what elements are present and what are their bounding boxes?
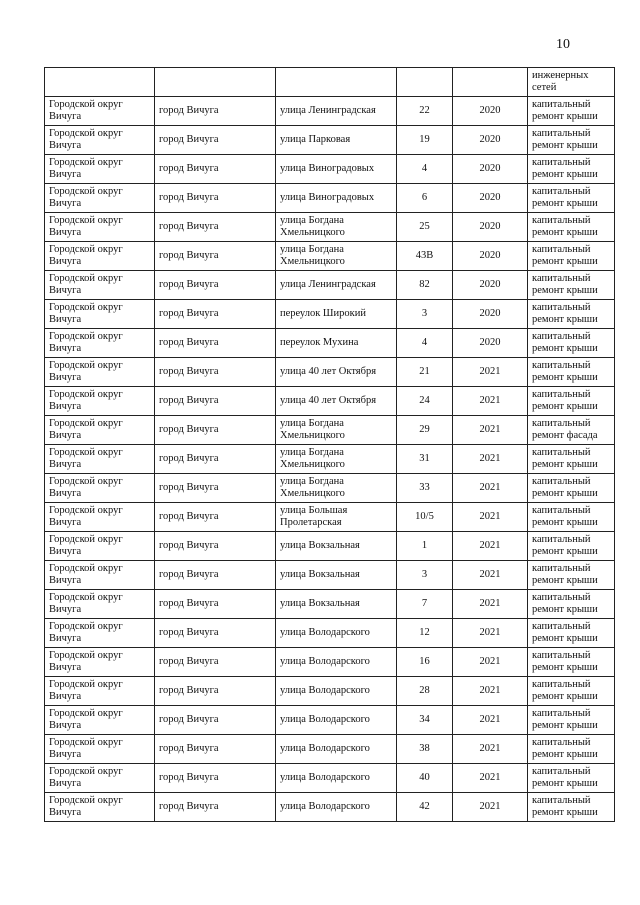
street-cell: улица Володарского (276, 793, 397, 822)
year-cell: 2020 (453, 329, 528, 358)
street-cell: улица 40 лет Октября (276, 358, 397, 387)
street-cell: улица Большая Пролетарская (276, 503, 397, 532)
year-cell: 2021 (453, 590, 528, 619)
table-body (45, 68, 615, 822)
work-type-cell: капитальный ремонт крыши (528, 271, 615, 300)
city-cell: город Вичуга (155, 358, 276, 387)
street-cell: улица Володарского (276, 764, 397, 793)
continuation-row (45, 68, 615, 97)
year-cell: 2020 (453, 184, 528, 213)
municipality-cell: Городской округ Вичуга (45, 416, 155, 445)
municipality-cell: Городской округ Вичуга (45, 126, 155, 155)
house-number-cell: 12 (397, 619, 453, 648)
table-row (45, 300, 615, 329)
year-cell: 2021 (453, 532, 528, 561)
street-cell: переулок Широкий (276, 300, 397, 329)
city-cell: город Вичуга (155, 793, 276, 822)
table-row (45, 271, 615, 300)
table-row (45, 329, 615, 358)
table-row (45, 648, 615, 677)
work-type-cell: капитальный ремонт фасада (528, 416, 615, 445)
city-cell: город Вичуга (155, 619, 276, 648)
city-cell: город Вичуга (155, 503, 276, 532)
city-cell: город Вичуга (155, 735, 276, 764)
work-type-cell: капитальный ремонт крыши (528, 213, 615, 242)
work-type-cell: капитальный ремонт крыши (528, 793, 615, 822)
table-row (45, 764, 615, 793)
table-row (45, 97, 615, 126)
house-number-cell: 21 (397, 358, 453, 387)
municipality-cell: Городской округ Вичуга (45, 358, 155, 387)
work-type-cell: капитальный ремонт крыши (528, 329, 615, 358)
street-cell: улица Володарского (276, 677, 397, 706)
year-cell: 2021 (453, 445, 528, 474)
empty-cell (276, 68, 397, 97)
house-number-cell: 6 (397, 184, 453, 213)
work-type-cell: капитальный ремонт крыши (528, 155, 615, 184)
house-number-cell: 1 (397, 532, 453, 561)
table-row (45, 416, 615, 445)
city-cell: город Вичуга (155, 242, 276, 271)
street-cell: улица Вокзальная (276, 590, 397, 619)
table-row (45, 735, 615, 764)
work-type-cell: капитальный ремонт крыши (528, 619, 615, 648)
house-number-cell: 28 (397, 677, 453, 706)
year-cell: 2021 (453, 677, 528, 706)
city-cell: город Вичуга (155, 155, 276, 184)
street-cell: улица Богдана Хмельницкого (276, 213, 397, 242)
municipality-cell: Городской округ Вичуга (45, 184, 155, 213)
municipality-cell: Городской округ Вичуга (45, 793, 155, 822)
house-number-cell: 10/5 (397, 503, 453, 532)
page-number: 10 (556, 37, 570, 52)
table-row (45, 503, 615, 532)
work-type-cell: капитальный ремонт крыши (528, 358, 615, 387)
street-cell: переулок Мухина (276, 329, 397, 358)
house-number-cell: 38 (397, 735, 453, 764)
municipality-cell: Городской округ Вичуга (45, 155, 155, 184)
city-cell: город Вичуга (155, 300, 276, 329)
municipality-cell: Городской округ Вичуга (45, 474, 155, 503)
table-row (45, 677, 615, 706)
year-cell: 2020 (453, 97, 528, 126)
municipality-cell: Городской округ Вичуга (45, 387, 155, 416)
house-number-cell: 3 (397, 300, 453, 329)
house-number-cell: 7 (397, 590, 453, 619)
table-row (45, 242, 615, 271)
house-number-cell: 40 (397, 764, 453, 793)
table-row (45, 532, 615, 561)
city-cell: город Вичуга (155, 561, 276, 590)
work-type-cell: капитальный ремонт крыши (528, 126, 615, 155)
municipality-cell: Городской округ Вичуга (45, 213, 155, 242)
city-cell: город Вичуга (155, 474, 276, 503)
work-type-cell: капитальный ремонт крыши (528, 561, 615, 590)
house-number-cell: 29 (397, 416, 453, 445)
street-cell: улица Богдана Хмельницкого (276, 474, 397, 503)
table-row (45, 387, 615, 416)
house-number-cell: 25 (397, 213, 453, 242)
table-row (45, 619, 615, 648)
street-cell: улица Виноградовых (276, 155, 397, 184)
year-cell: 2021 (453, 619, 528, 648)
empty-cell (45, 68, 155, 97)
house-number-cell: 43В (397, 242, 453, 271)
street-cell: улица Вокзальная (276, 532, 397, 561)
work-type-cell: капитальный ремонт крыши (528, 474, 615, 503)
street-cell: улица 40 лет Октября (276, 387, 397, 416)
street-cell: улица Ленинградская (276, 97, 397, 126)
empty-cell (453, 68, 528, 97)
city-cell: город Вичуга (155, 126, 276, 155)
house-number-cell: 82 (397, 271, 453, 300)
street-cell: улица Парковая (276, 126, 397, 155)
city-cell: город Вичуга (155, 648, 276, 677)
table-row (45, 126, 615, 155)
house-number-cell: 4 (397, 155, 453, 184)
city-cell: город Вичуга (155, 387, 276, 416)
municipality-cell: Городской округ Вичуга (45, 764, 155, 793)
municipality-cell: Городской округ Вичуга (45, 271, 155, 300)
municipality-cell: Городской округ Вичуга (45, 242, 155, 271)
table-row (45, 445, 615, 474)
house-number-cell: 34 (397, 706, 453, 735)
work-type-cell: капитальный ремонт крыши (528, 242, 615, 271)
municipality-cell: Городской округ Вичуга (45, 300, 155, 329)
year-cell: 2021 (453, 387, 528, 416)
street-cell: улица Богдана Хмельницкого (276, 416, 397, 445)
municipality-cell: Городской округ Вичуга (45, 445, 155, 474)
city-cell: город Вичуга (155, 764, 276, 793)
year-cell: 2020 (453, 271, 528, 300)
year-cell: 2020 (453, 300, 528, 329)
house-number-cell: 22 (397, 97, 453, 126)
city-cell: город Вичуга (155, 271, 276, 300)
work-type-cell: капитальный ремонт крыши (528, 300, 615, 329)
city-cell: город Вичуга (155, 445, 276, 474)
table-row (45, 155, 615, 184)
repair-schedule-table (44, 67, 615, 822)
street-cell: улица Вокзальная (276, 561, 397, 590)
work-type-cell: капитальный ремонт крыши (528, 387, 615, 416)
municipality-cell: Городской округ Вичуга (45, 619, 155, 648)
city-cell: город Вичуга (155, 677, 276, 706)
municipality-cell: Городской округ Вичуга (45, 648, 155, 677)
municipality-cell: Городской округ Вичуга (45, 329, 155, 358)
city-cell: город Вичуга (155, 416, 276, 445)
municipality-cell: Городской округ Вичуга (45, 503, 155, 532)
work-type-cell: инженерных сетей (528, 68, 615, 97)
work-type-cell: капитальный ремонт крыши (528, 97, 615, 126)
city-cell: город Вичуга (155, 213, 276, 242)
year-cell: 2021 (453, 706, 528, 735)
house-number-cell: 31 (397, 445, 453, 474)
work-type-cell: капитальный ремонт крыши (528, 706, 615, 735)
year-cell: 2021 (453, 503, 528, 532)
work-type-cell: капитальный ремонт крыши (528, 532, 615, 561)
street-cell: улица Володарского (276, 735, 397, 764)
year-cell: 2021 (453, 416, 528, 445)
municipality-cell: Городской округ Вичуга (45, 590, 155, 619)
work-type-cell: капитальный ремонт крыши (528, 445, 615, 474)
year-cell: 2021 (453, 561, 528, 590)
municipality-cell: Городской округ Вичуга (45, 706, 155, 735)
city-cell: город Вичуга (155, 532, 276, 561)
municipality-cell: Городской округ Вичуга (45, 97, 155, 126)
city-cell: город Вичуга (155, 184, 276, 213)
year-cell: 2020 (453, 155, 528, 184)
table-row (45, 706, 615, 735)
work-type-cell: капитальный ремонт крыши (528, 648, 615, 677)
work-type-cell: капитальный ремонт крыши (528, 590, 615, 619)
year-cell: 2020 (453, 213, 528, 242)
work-type-cell: капитальный ремонт крыши (528, 735, 615, 764)
empty-cell (155, 68, 276, 97)
work-type-cell: капитальный ремонт крыши (528, 764, 615, 793)
table-row (45, 213, 615, 242)
municipality-cell: Городской округ Вичуга (45, 532, 155, 561)
table-row (45, 561, 615, 590)
year-cell: 2021 (453, 358, 528, 387)
street-cell: улица Володарского (276, 648, 397, 677)
house-number-cell: 19 (397, 126, 453, 155)
house-number-cell: 4 (397, 329, 453, 358)
year-cell: 2020 (453, 126, 528, 155)
city-cell: город Вичуга (155, 706, 276, 735)
year-cell: 2021 (453, 648, 528, 677)
table-row (45, 474, 615, 503)
city-cell: город Вичуга (155, 97, 276, 126)
street-cell: улица Володарского (276, 619, 397, 648)
year-cell: 2020 (453, 242, 528, 271)
street-cell: улица Богдана Хмельницкого (276, 242, 397, 271)
year-cell: 2021 (453, 474, 528, 503)
table-row (45, 184, 615, 213)
municipality-cell: Городской округ Вичуга (45, 677, 155, 706)
house-number-cell: 42 (397, 793, 453, 822)
street-cell: улица Володарского (276, 706, 397, 735)
street-cell: улица Ленинградская (276, 271, 397, 300)
table-row (45, 358, 615, 387)
work-type-cell: капитальный ремонт крыши (528, 184, 615, 213)
city-cell: город Вичуга (155, 329, 276, 358)
street-cell: улица Богдана Хмельницкого (276, 445, 397, 474)
year-cell: 2021 (453, 735, 528, 764)
table-row (45, 590, 615, 619)
municipality-cell: Городской округ Вичуга (45, 735, 155, 764)
house-number-cell: 24 (397, 387, 453, 416)
work-type-cell: капитальный ремонт крыши (528, 677, 615, 706)
house-number-cell: 16 (397, 648, 453, 677)
municipality-cell: Городской округ Вичуга (45, 561, 155, 590)
house-number-cell: 33 (397, 474, 453, 503)
house-number-cell: 3 (397, 561, 453, 590)
year-cell: 2021 (453, 764, 528, 793)
empty-cell (397, 68, 453, 97)
street-cell: улица Виноградовых (276, 184, 397, 213)
work-type-cell: капитальный ремонт крыши (528, 503, 615, 532)
city-cell: город Вичуга (155, 590, 276, 619)
year-cell: 2021 (453, 793, 528, 822)
table-row (45, 793, 615, 822)
